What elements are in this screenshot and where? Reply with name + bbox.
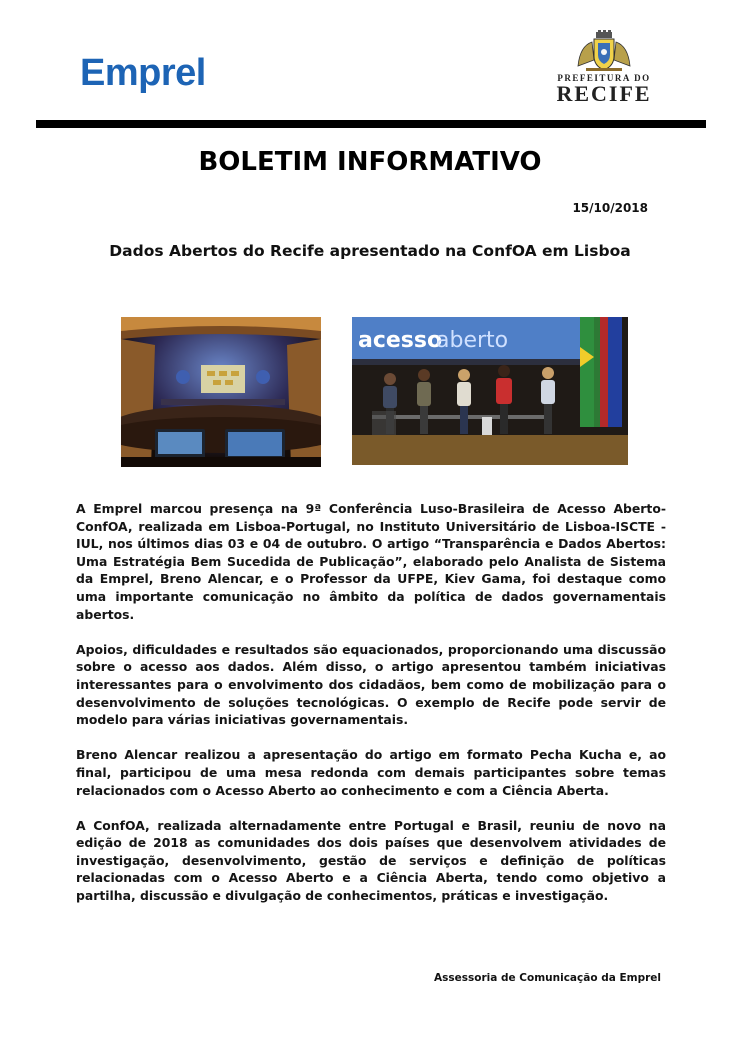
header-divider <box>36 120 706 128</box>
article-paragraph-1: A Emprel marcou presença na 9ª Conferência Luso-Brasileira de Acesso Aberto-ConfOA, realizada em Lisboa-Portugal, no Instituto Universitário de Lisboa-ISCTE -IUL, nos últimos dias 03 e 04 de outubro. O artigo “Transparência e Dados Abertos: Uma Estratégia Bem Sucedida de Publicação”, elaborado pelo Analista de Sistema da Emprel, Breno Alencar, e o Professor da UFPE, Kiev Gama, foi destaque como uma importante comunicação no âmbito da política de dados governamentais abertos. <box>76 501 666 622</box>
bulletin-title: BOLETIM INFORMATIVO <box>198 147 542 177</box>
emprel-logo: Emprel <box>80 52 206 94</box>
bulletin-date: 15/10/2018 <box>572 201 648 215</box>
banner-word-light: aberto <box>436 328 509 353</box>
auditorium-photo <box>121 317 321 467</box>
article-paragraph-2: Apoios, dificuldades e resultados são equacionados, proporcionando uma discussão sobre o acesso aos dados. Além disso, o artigo apresentou também iniciativas interessantes para o envolvimento dos cidadãos, bem como de mobilização para o desenvolvimento de soluções tecnológicas. O exemplo de Recife pode servir de modelo para várias iniciativas governamentais. <box>76 641 666 728</box>
article-body <box>76 500 666 922</box>
signature: Assessoria de Comunicação da Emprel <box>434 972 661 984</box>
recife-logo-name: RECIFE <box>556 81 652 106</box>
panel-discussion-photo <box>352 317 628 465</box>
recife-logo-top-text: PREFEITURA DO <box>557 73 651 83</box>
recife-coat-of-arms-icon <box>574 30 634 72</box>
banner-word-bold: acesso <box>358 328 443 353</box>
article-paragraph-4: A ConfOA, realizada alternadamente entre Portugal e Brasil, reuniu de novo na edição de 2018 as comunidades dos dois países que desenvolvem atividades de investigação, desenvolvimento, gestão de serviços e definição de políticas relacionadas com o Acesso Aberto e a Ciência Aberta, tendo como objetivo a partilha, discussão e divulgação de conhecimentos, práticas e investigação. <box>76 817 666 904</box>
article-headline: Dados Abertos do Recife apresentado na ConfOA em Lisboa <box>109 242 631 260</box>
prefeitura-recife-logo <box>548 30 660 106</box>
article-paragraph-3: Breno Alencar realizou a apresentação do artigo em formato Pecha Kucha e, ao final, participou de uma mesa redonda com demais participantes sobre temas relacionados com o Acesso Aberto ao conhecimento e com a Ciência Aberta. <box>76 747 666 798</box>
